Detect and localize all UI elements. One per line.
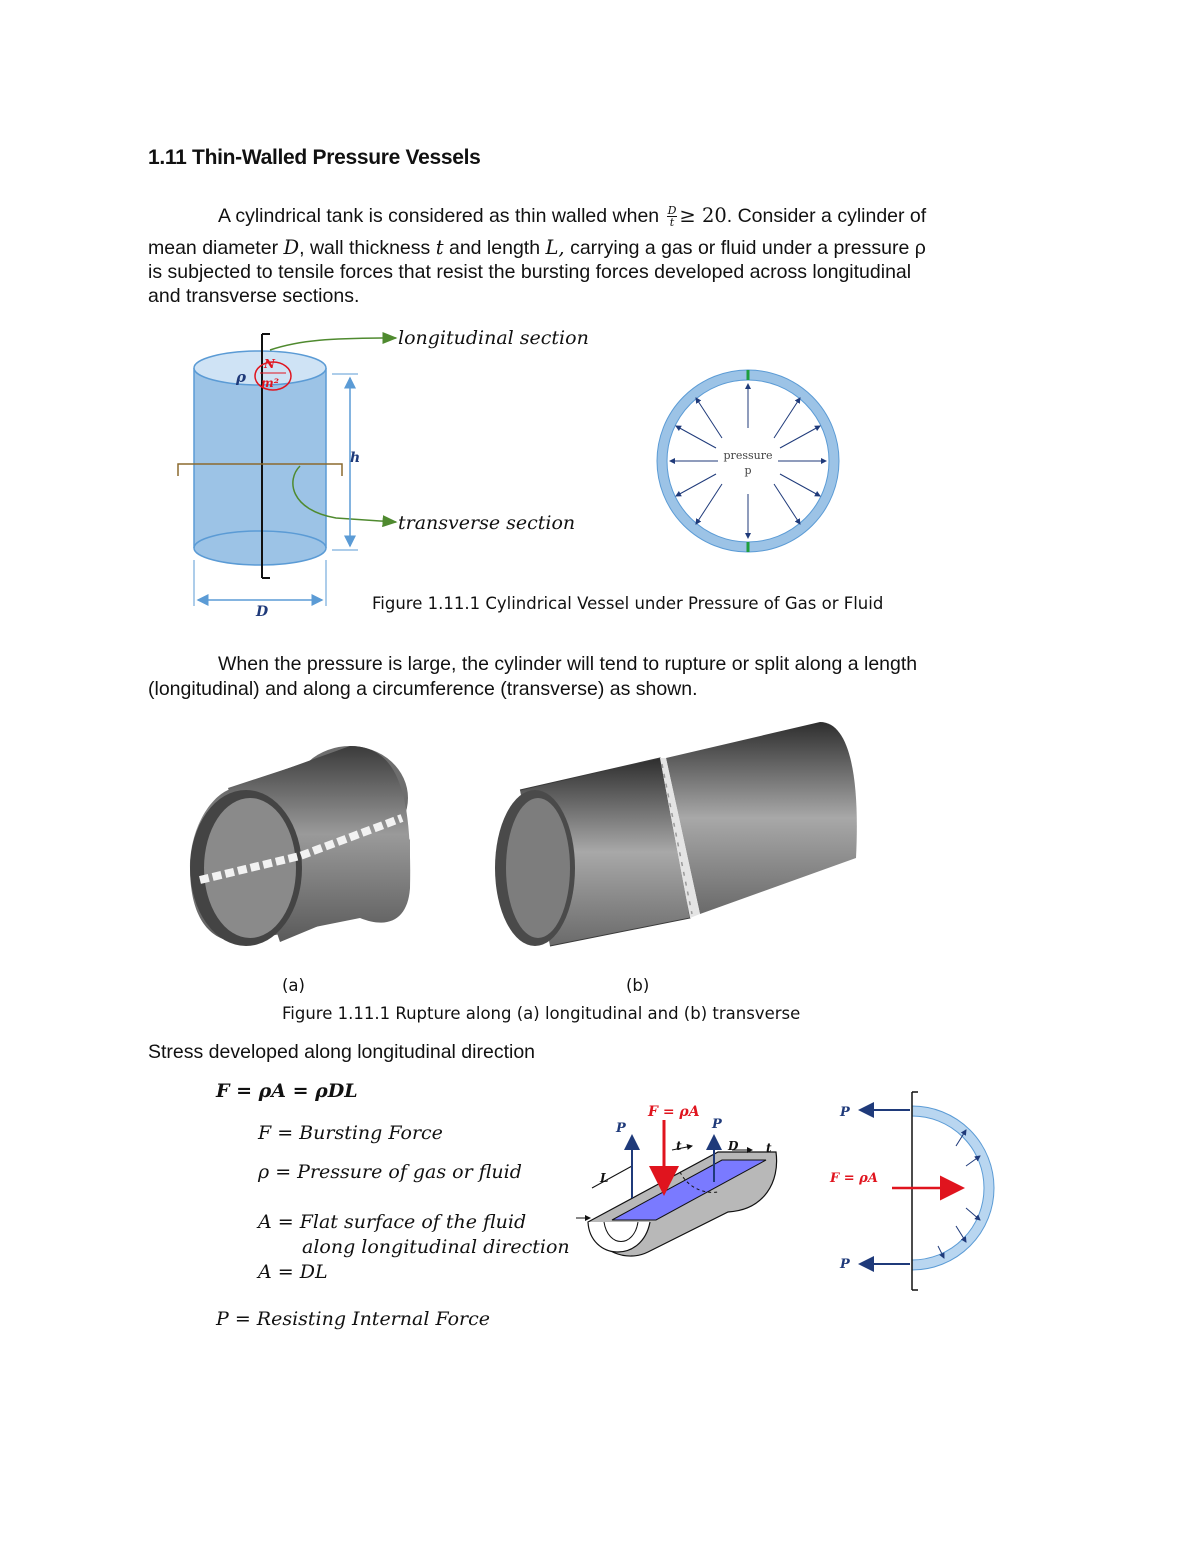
definition-P: P = Resisting Internal Force — [216, 1308, 490, 1330]
label-a: (a) — [282, 976, 305, 995]
intro-text-2d: carrying a gas or fluid under a pressure ρ — [570, 237, 926, 259]
intro-text-2b: , wall thickness — [299, 237, 431, 259]
t-right-label: t — [766, 1141, 772, 1155]
pressure-rho-label: ρ — [236, 368, 246, 386]
longitudinal-arrow — [270, 338, 396, 350]
rupture-line-1: When the pressure is large, the cylinder will tend to rupture or split along a length — [218, 653, 918, 675]
p-left-label: P — [616, 1121, 626, 1136]
definition-A-1: A = Flat surface of the fluid — [258, 1211, 527, 1233]
intro-line-2 — [148, 236, 926, 260]
stress-heading: Stress developed along longitudinal direction — [148, 1041, 536, 1063]
var-D: D — [283, 236, 300, 259]
var-t: t — [435, 236, 444, 259]
intro-text-2a: mean diameter — [148, 237, 279, 259]
label-b: (b) — [626, 976, 650, 995]
cylinder-body — [194, 368, 326, 548]
d-label: D — [728, 1139, 739, 1153]
semicircle-force-label: F = ρA — [830, 1171, 878, 1186]
intro-text-2c: and length — [448, 237, 541, 259]
ring-label-pressure: pressure — [723, 449, 773, 462]
semicircle-p-top-label: P — [840, 1105, 850, 1120]
semicircle-p-bottom-label: P — [840, 1257, 850, 1272]
intro-text-1a: A cylindrical tank is considered as thin walled when — [218, 205, 660, 227]
p-right-label: P — [712, 1117, 722, 1132]
intro-line-1 — [218, 204, 926, 228]
intro-text-1c: . Consider a cylinder of — [726, 205, 927, 227]
half-cylinder-diagram — [568, 1092, 788, 1292]
equation-main: F = ρA = ρDL — [216, 1080, 358, 1102]
longitudinal-section-label: longitudinal section — [398, 327, 589, 349]
ring-label-p: p — [744, 464, 752, 477]
height-label: h — [350, 450, 361, 466]
semicircle-free-body-diagram — [826, 1086, 1006, 1296]
definition-rho: ρ = Pressure of gas or fluid — [258, 1161, 522, 1183]
definition-A-2: along longitudinal direction — [302, 1236, 570, 1258]
pressure-ring-diagram — [650, 368, 846, 564]
t-left-label: t — [676, 1139, 682, 1153]
l-label: L — [600, 1171, 609, 1185]
cylinder-diagram — [160, 320, 620, 625]
definition-F: F = Bursting Force — [258, 1122, 443, 1144]
diameter-label: D — [256, 604, 269, 620]
transverse-section-label: transverse section — [398, 512, 576, 534]
definition-A-3: A = DL — [258, 1261, 328, 1283]
rupture-line-2: (longitudinal) and along a circumference (transverse) as shown. — [148, 678, 698, 700]
var-L: L, — [545, 236, 565, 259]
longitudinal-rupture-cylinder — [190, 746, 410, 946]
cylinder-bottom — [194, 531, 326, 565]
bursting-force-label: F = ρA — [648, 1104, 700, 1120]
cylinder-top — [194, 351, 326, 385]
pressure-unit-num: N — [264, 357, 275, 371]
d-over-t-fraction: $\frac{D}{t}$ — [667, 204, 677, 230]
rupture-diagram — [180, 718, 870, 958]
section-heading: 1.11 Thin-Walled Pressure Vessels — [148, 146, 481, 169]
figure1-caption: Figure 1.11.1 Cylindrical Vessel under Pressure of Gas or Fluid — [372, 594, 884, 613]
intro-line-3: is subjected to tensile forces that resist the bursting forces developed across longitudinal — [148, 261, 912, 283]
pressure-unit-den: m² — [261, 376, 279, 390]
figure2-caption: Figure 1.11.1 Rupture along (a) longitudinal and (b) transverse — [282, 1004, 801, 1023]
transverse-rupture-cylinder — [495, 722, 857, 946]
intro-inequality: ≥ 20 — [679, 204, 727, 227]
intro-line-4: and transverse sections. — [148, 285, 360, 307]
